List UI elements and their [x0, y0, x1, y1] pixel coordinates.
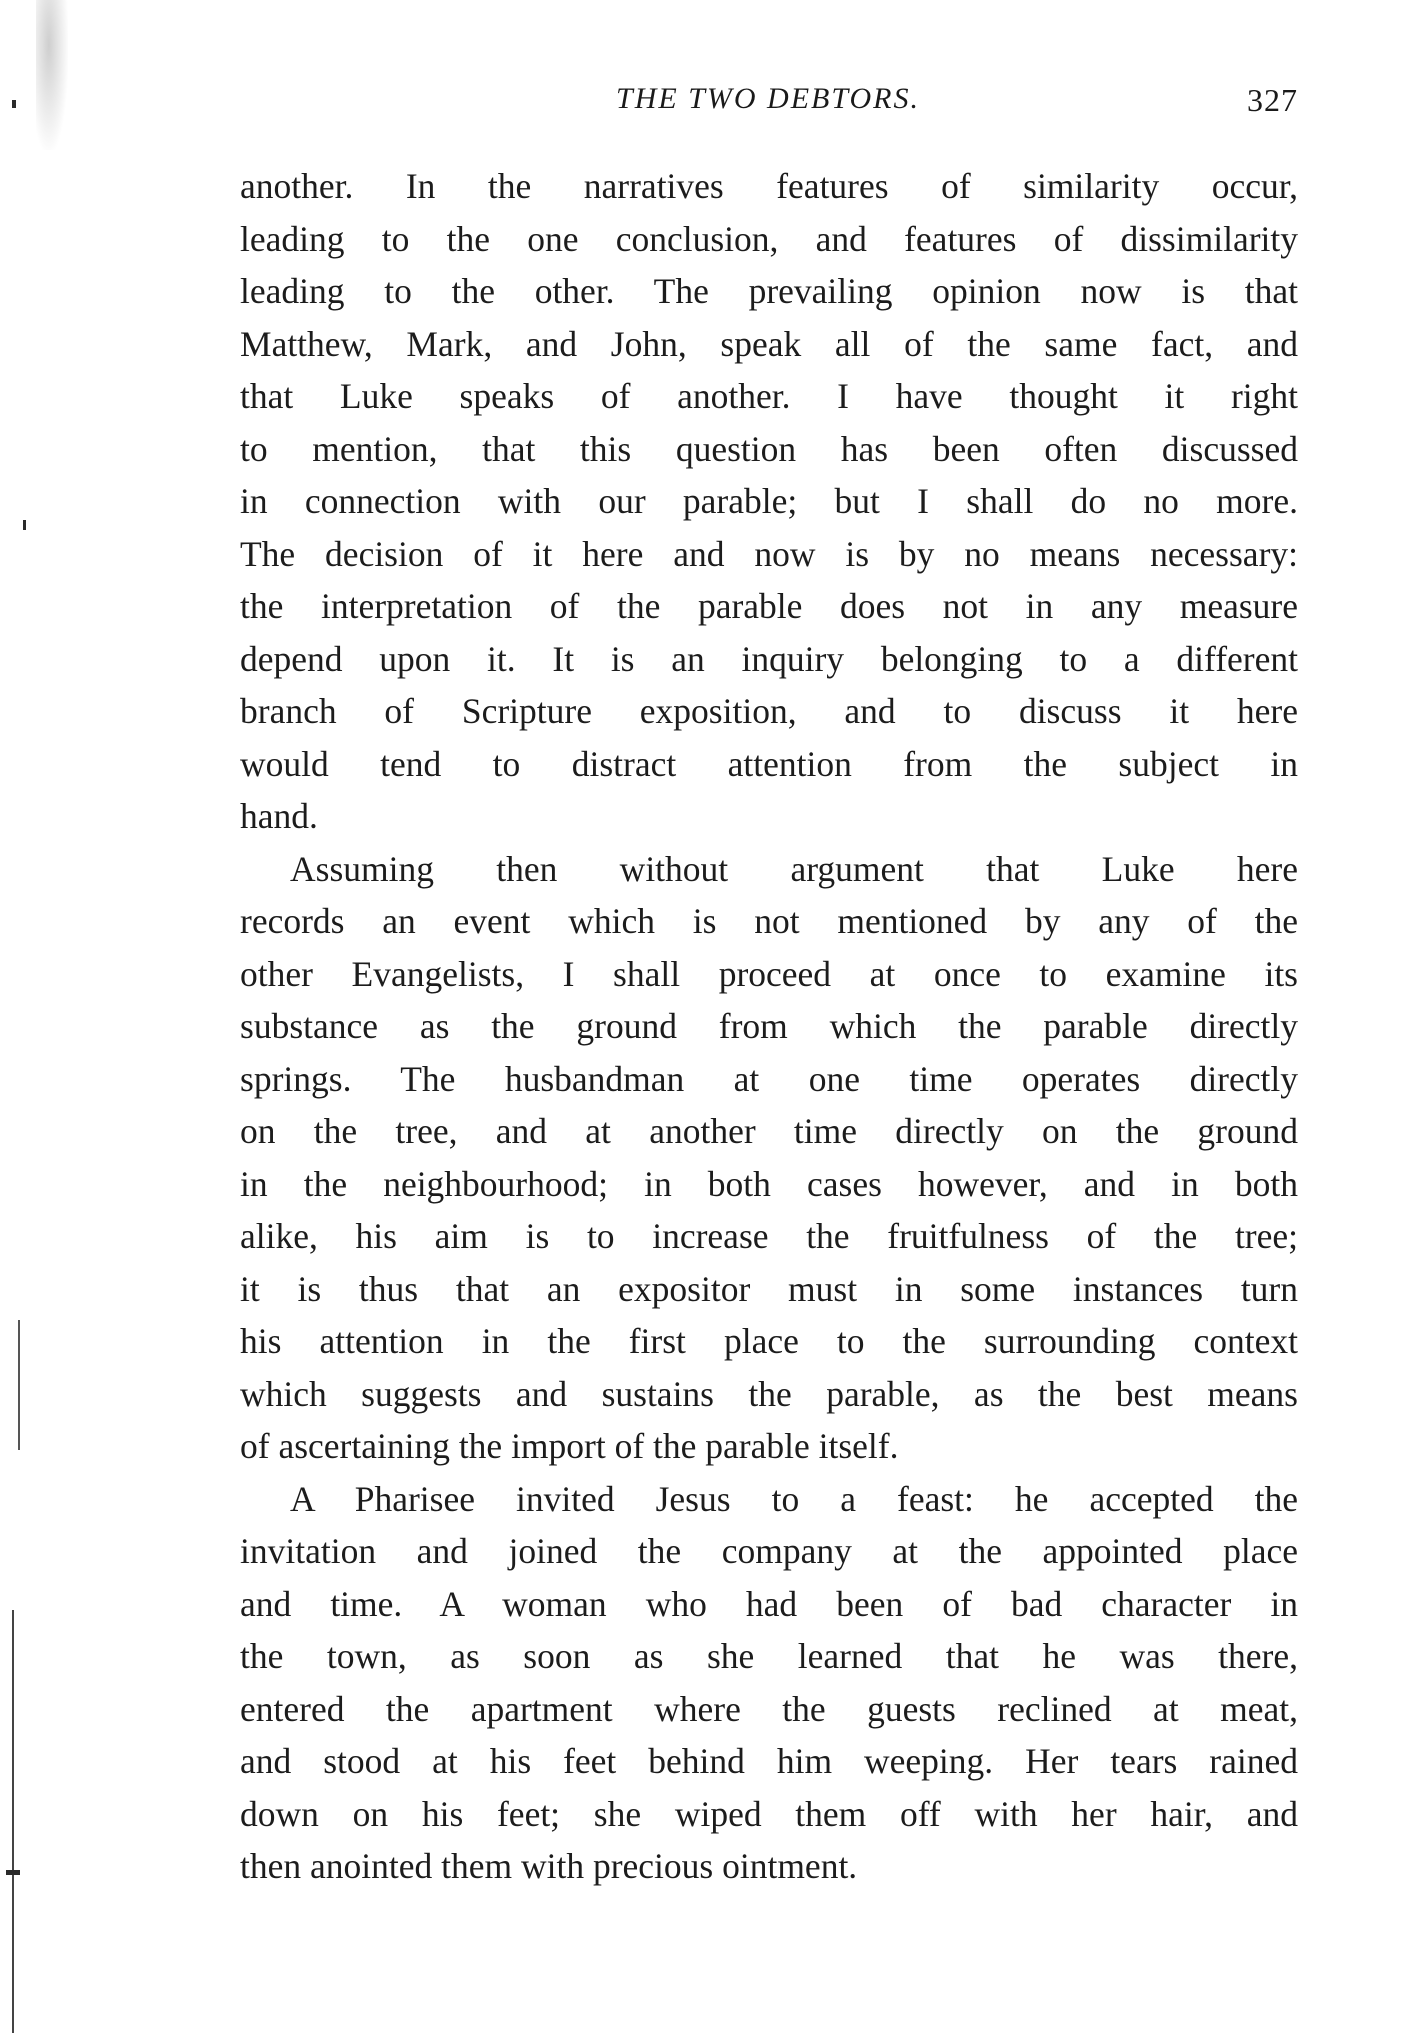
text-line: Matthew, Mark, and John, speak all of the same fact, and: [240, 323, 1298, 364]
body-text: [240, 160, 1298, 1893]
paragraph: [240, 1473, 1298, 1893]
text-line: the town, as soon as she learned that he was there,: [240, 1636, 1298, 1676]
text-line: of ascertaining the import of the parable itself.: [240, 1426, 899, 1466]
text-line: to mention, that this question has been often discussed: [240, 428, 1298, 469]
text-line: the interpretation of the parable does not in any measure: [240, 586, 1298, 626]
text-line: depend upon it. It is an inquiry belonging to a different: [240, 638, 1298, 679]
text-line: springs. The husbandman at one time operates directly: [240, 1058, 1298, 1099]
paragraph: [240, 843, 1298, 1473]
text-line: that Luke speaks of another. I have thought it right: [240, 376, 1298, 416]
text-line: in connection with our parable; but I shall do no more.: [240, 481, 1298, 521]
paragraph: [240, 160, 1298, 843]
text-line: invitation and joined the company at the appointed place: [240, 1531, 1298, 1571]
text-line: substance as the ground from which the parable directly: [240, 1006, 1298, 1046]
text-line: leading to the one conclusion, and features of dissimilarity: [240, 218, 1298, 259]
text-line: Assuming then without argument that Luke here: [290, 848, 1298, 889]
scan-edge-line: [12, 1610, 14, 2033]
text-line: down on his feet; she wiped them off with her hair, and: [240, 1793, 1298, 1834]
text-line: then anointed them with precious ointment.: [240, 1846, 858, 1886]
text-line: it is thus that an expositor must in some instances turn: [240, 1268, 1298, 1309]
text-line: other Evangelists, I shall proceed at once to examine its: [240, 953, 1298, 994]
scan-speck: [6, 1870, 20, 1875]
scan-speck: [23, 520, 26, 530]
text-line: leading to the other. The prevailing opinion now is that: [240, 271, 1298, 311]
text-line: on the tree, and at another time directly on the ground: [240, 1111, 1298, 1151]
text-line: branch of Scripture exposition, and to discuss it here: [240, 691, 1298, 731]
text-line: which suggests and sustains the parable, as the best means: [240, 1373, 1298, 1414]
text-line: records an event which is not mentioned by any of the: [240, 901, 1298, 941]
text-line: his attention in the first place to the surrounding context: [240, 1321, 1298, 1361]
scan-gutter-smudge: [36, 0, 68, 150]
running-title: THE TWO DEBTORS.: [616, 82, 920, 115]
text-line: A Pharisee invited Jesus to a feast: he accepted the: [290, 1478, 1298, 1519]
text-line: entered the apartment where the guests reclined at meat,: [240, 1688, 1298, 1729]
text-line: would tend to distract attention from the subject in: [240, 743, 1298, 784]
text-line: The decision of it here and now is by no means necessary:: [240, 533, 1298, 574]
scan-speck: [12, 100, 16, 108]
text-line: alike, his aim is to increase the fruitfulness of the tree;: [240, 1216, 1298, 1256]
page-number: 327: [1247, 82, 1298, 118]
text-line: and stood at his feet behind him weeping. Her tears rained: [240, 1741, 1298, 1781]
text-line: another. In the narratives features of similarity occur,: [240, 166, 1298, 206]
page-header: [238, 82, 1298, 132]
text-line: and time. A woman who had been of bad character in: [240, 1583, 1298, 1624]
text-line: in the neighbourhood; in both cases however, and in both: [240, 1163, 1298, 1204]
scan-edge-line: [18, 1320, 20, 1450]
text-line: hand.: [240, 796, 318, 836]
